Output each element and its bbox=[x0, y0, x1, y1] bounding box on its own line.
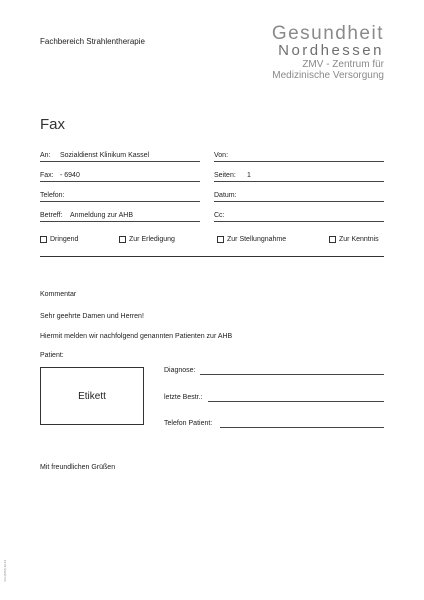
logo-line-2: Nordhessen bbox=[278, 42, 384, 59]
letzte-bestr-label: letzte Bestr.: bbox=[164, 394, 203, 401]
fax-field[interactable] bbox=[40, 172, 200, 182]
telefon-label: Telefon: bbox=[40, 192, 65, 199]
etikett-box bbox=[40, 367, 144, 425]
checkbox-square-icon[interactable] bbox=[217, 236, 224, 243]
checkbox-label: Zur Kenntnis bbox=[339, 236, 379, 243]
organization-logo bbox=[272, 24, 384, 81]
von-label: Von: bbox=[214, 152, 229, 159]
document-title: Fax bbox=[40, 116, 66, 133]
telefon-patient-underline bbox=[220, 427, 384, 428]
section-divider bbox=[40, 256, 384, 257]
logo-line-3: ZMV - Zentrum für bbox=[302, 59, 384, 70]
kommentar-label: Kommentar bbox=[40, 291, 77, 298]
an-value: Sozialdienst Klinikum Kassel bbox=[60, 152, 150, 159]
datum-label: Datum: bbox=[214, 192, 237, 199]
betreff-underline bbox=[40, 221, 200, 222]
checkbox-square-icon[interactable] bbox=[119, 236, 126, 243]
checkbox-zur-erledigung[interactable] bbox=[119, 236, 175, 243]
checkbox-label: Zur Stellungnahme bbox=[227, 236, 287, 243]
telefon-patient-field[interactable] bbox=[164, 420, 384, 430]
betreff-value: Anmeldung zur AHB bbox=[70, 212, 134, 219]
department-name: Fachbereich Strahlentherapie bbox=[40, 37, 145, 46]
diagnose-label: Diagnose: bbox=[164, 367, 196, 374]
checkbox-label: Zur Erledigung bbox=[129, 236, 175, 243]
an-field[interactable] bbox=[40, 152, 200, 162]
fax-value: - 6940 bbox=[60, 172, 80, 179]
patient-label: Patient: bbox=[40, 352, 64, 359]
checkbox-label: Dringend bbox=[50, 236, 79, 243]
checkbox-dringend[interactable] bbox=[40, 236, 78, 243]
diagnose-underline bbox=[200, 374, 384, 375]
closing-text: Mit freundlichen Grüßen bbox=[40, 464, 116, 471]
checkbox-square-icon[interactable] bbox=[40, 236, 47, 243]
an-underline bbox=[40, 161, 200, 162]
intro-text: Hiermit melden wir nachfolgend genannten Patienten zur AHB bbox=[40, 333, 233, 340]
betreff-field[interactable] bbox=[40, 212, 200, 222]
telefon-field[interactable] bbox=[40, 192, 200, 202]
von-underline bbox=[214, 161, 384, 162]
datum-underline bbox=[214, 201, 384, 202]
letzte-bestr-field[interactable] bbox=[164, 394, 384, 404]
fax-underline bbox=[40, 181, 200, 182]
cc-underline bbox=[214, 221, 384, 222]
etikett-label: Etikett bbox=[78, 390, 106, 402]
logo-line-4: Medizinische Versorgung bbox=[272, 70, 384, 81]
seiten-field[interactable] bbox=[214, 172, 384, 182]
diagnose-field[interactable] bbox=[164, 367, 384, 377]
telefon-underline bbox=[40, 201, 200, 202]
datum-field[interactable] bbox=[214, 192, 384, 202]
cc-field[interactable] bbox=[214, 212, 384, 222]
betreff-label: Betreff: bbox=[40, 212, 63, 219]
von-field[interactable] bbox=[214, 152, 384, 162]
checkbox-square-icon[interactable] bbox=[329, 236, 336, 243]
seiten-value: 1 bbox=[247, 172, 251, 179]
seiten-underline bbox=[214, 181, 384, 182]
letzte-bestr-underline bbox=[208, 401, 384, 402]
cc-label: Cc: bbox=[214, 212, 225, 219]
checkbox-zur-kenntnis[interactable] bbox=[329, 236, 379, 243]
checkbox-zur-stellungnahme[interactable] bbox=[217, 236, 286, 243]
telefon-patient-label: Telefon Patient: bbox=[164, 420, 213, 427]
an-label: An: bbox=[40, 152, 51, 159]
logo-line-1: Gesundheit bbox=[271, 23, 384, 44]
fax-label: Fax: bbox=[40, 172, 54, 179]
greeting-text: Sehr geehrte Damen und Herren! bbox=[40, 313, 144, 320]
seiten-label: Seiten: bbox=[214, 172, 236, 179]
form-code: Vnr.(STR) 12.13 bbox=[3, 560, 7, 582]
